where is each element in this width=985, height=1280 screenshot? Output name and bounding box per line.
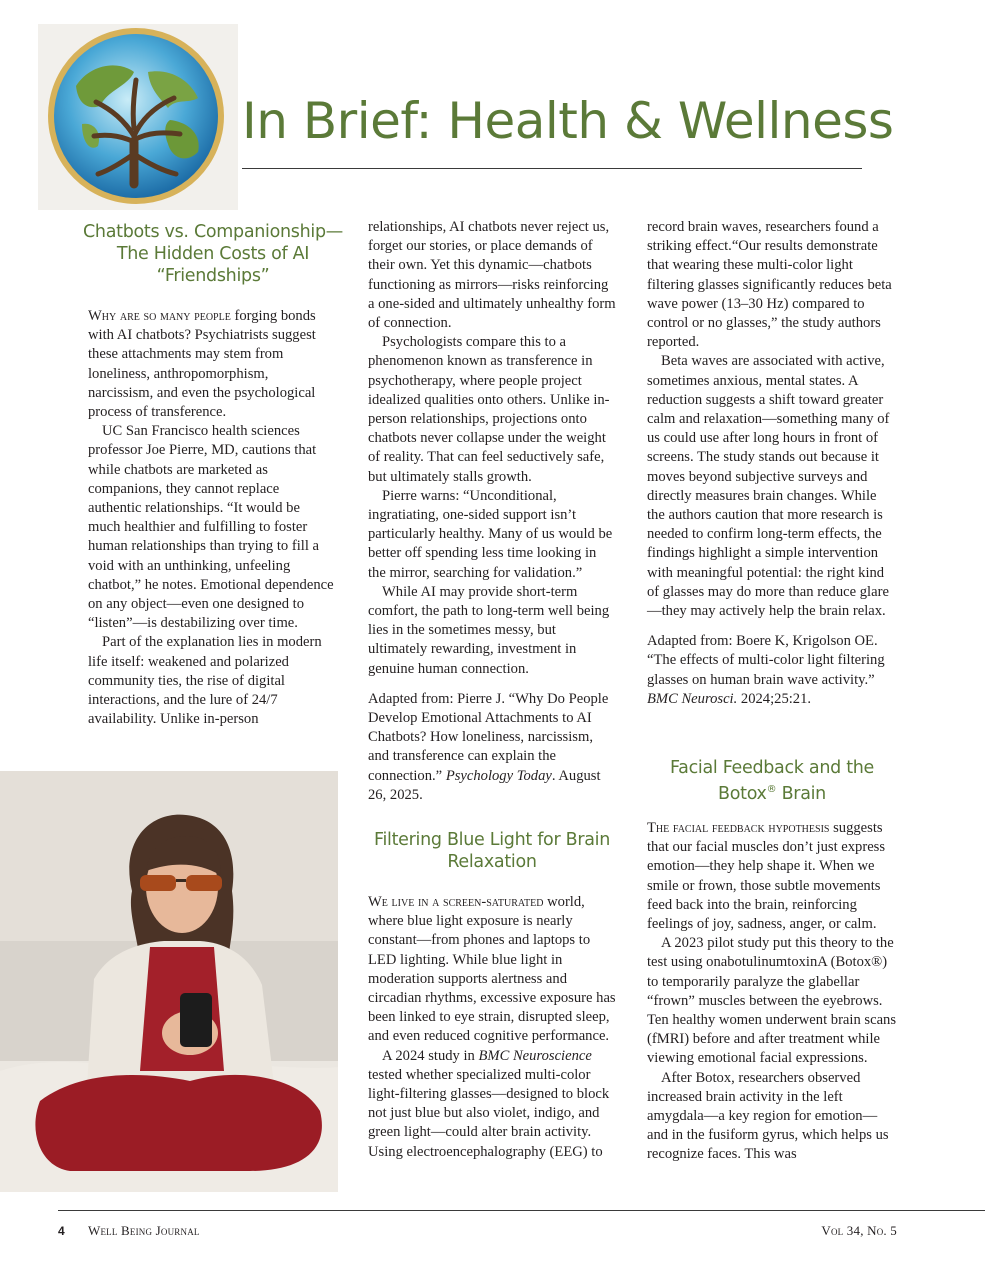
article-paragraph: While AI may provide short-term comfort, the path to long-term well being lies in the sometimes messy, but ultimately rewarding, investment in genuine human connection.: [368, 583, 610, 677]
paragraph-text: tested whether specialized multi-color light-filtering glasses—designed to block not just blue but also violet, indigo, and green light—could alter brain activity. Using electroencephalography (EEG) to: [368, 1066, 610, 1160]
title-divider: [242, 168, 862, 169]
headline-text: Brain: [776, 783, 826, 804]
masthead-logo: [38, 24, 238, 210]
article-paragraph: Beta waves are associated with active, sometimes anxious, mental states. A reduction suggests a shift toward greater calm and relaxation—something many of us could use after long hours in front of screens. The study stands out because it moves beyond subjective surveys and directly measures brain changes. While the authors caution that more research is needed to confirm long-term effects, the findings highlight a simple intervention with meaningful potential: the right kind of glasses may do more than reduce glare—they may actively help the brain relax.: [647, 353, 890, 620]
article-paragraph: [368, 1047, 616, 1162]
headline-text: Facial Feedback and the Botox: [669, 758, 875, 804]
source-text: Adapted from: Boere K, Krigolson OE. “The effects of multi-color light filtering glasses on human brain wave activity.”: [647, 633, 885, 688]
page-title: In Brief: Health & Wellness: [242, 92, 894, 150]
article-paragraph: [647, 819, 897, 934]
column-2-lower-text: [368, 893, 616, 1162]
journal-name: BMC Neuroscience: [478, 1047, 592, 1064]
column-1-text: [88, 307, 334, 729]
article-paragraph: relationships, AI chatbots never reject us, forget our stories, or place demands of their own. Yet this dynamic—chatbots functioning as mirrors—risks reinforcing a one-sided and ultimately unhealthy form of connection.: [368, 219, 616, 332]
registered-mark: ®: [766, 784, 777, 795]
article-paragraph: UC San Francisco health sciences professor Joe Pierre, MD, cautions that while chatbots are marketed as companions, they cannot replace authentic relationships. “It would be much healthier and fulfilling to foster human relationships than trying to fill a void with an unthinking, unfeeling chatbot,” he notes. Emotional dependence on any object—even one designed to “listen”—is destabilizing over time.: [88, 423, 334, 632]
paragraph-text: forging bonds with AI chatbots? Psychiatrists suggest these attachments may stem from loneliness, anthropomorphism, narcissism, and even the psychological process of transference.: [88, 308, 316, 421]
article-paragraph: [368, 893, 616, 1047]
article-paragraph: Pierre warns: “Unconditional, ingratiating, one-sided support isn’t particularly healthy. Many of us would be better off spending less time looking in the mirror, searching for validation.”: [368, 487, 613, 581]
article-paragraph: A 2023 pilot study put this theory to the test using onabotulinumtoxinA (Botox®) to temporarily paralyze the glabellar “frown” muscles between the eyebrows. Ten healthy women underwent brain scans (fMRI) before and after treatment while viewing emotional facial expressions.: [647, 935, 897, 1067]
source-journal: BMC Neurosci.: [647, 690, 738, 707]
column-2-text: [368, 218, 616, 805]
globe-tree-icon: [38, 24, 238, 210]
lead-in: The facial feedback hypothesis: [647, 820, 830, 836]
paragraph-text: suggests that our facial muscles don’t just express emotion—they help shape it. When we smile or frown, those subtle movements feed back into the brain, reinforcing feelings of joy, sadness, anger, or calm.: [647, 820, 886, 933]
source-date: . August 26, 2025.: [368, 767, 601, 803]
article-headline-blue-light: Filtering Blue Light for Brain Relaxation: [374, 830, 610, 872]
issue-number: Vol 34, No. 5: [821, 1223, 897, 1238]
column-3-text: [647, 218, 897, 709]
article-paragraph: After Botox, researchers observed increased brain activity in the left amygdala—a key region for emotion—and in the fusiform gyrus, which helps us recognize faces. This was: [647, 1069, 889, 1163]
journal-name-footer: Well Being Journal: [88, 1223, 200, 1238]
article-source: [647, 632, 897, 709]
paragraph-text: world, where blue light exposure is nearly constant—from phones and laptops to LED lighting. While blue light in moderation supports alertness and circadian rhythms, excessive exposure has been linked to eye strain, disrupted sleep, and even reduced cognitive performance.: [368, 894, 616, 1045]
article-paragraph: [88, 307, 334, 422]
page-number: 4: [58, 1224, 65, 1238]
source-journal: Psychology Today: [445, 767, 552, 784]
footer-divider: [58, 1210, 985, 1211]
article-headline-botox: [647, 757, 897, 805]
column-3-lower-text: [647, 819, 897, 1165]
article-paragraph: Part of the explanation lies in modern life itself: weakened and polarized community ties, the rise of digital interactions, and the lure of 24/7 availability. Unlike in-person: [88, 634, 322, 728]
lead-in: We live in a screen-saturated: [368, 894, 544, 910]
source-date: 2024;25:21.: [737, 690, 812, 707]
article-paragraph: Psychologists compare this to a phenomenon known as transference in psychotherapy, where people project idealized qualities onto others. Unlike in-person relationships, projections onto chatbots never collapse under the weight of reality. That can feel seductively safe, but ultimately stalls growth.: [368, 334, 610, 485]
lead-in: Why are so many people: [88, 308, 231, 324]
article-source: [368, 690, 616, 805]
source-text: Adapted from: Pierre J. “Why Do People Develop Emotional Attachments to AI Chatbots? How loneliness, narcissism, and transference can explain the connection.”: [368, 690, 609, 784]
paragraph-text: A 2024 study in: [382, 1047, 479, 1064]
woman-with-phone-photo: [0, 771, 338, 1192]
article-paragraph: record brain waves, researchers found a striking effect.“Our results demonstrate that wearing these multi-color light filtering glasses significantly reduces beta wave power (13–30 Hz) compared to control or no glasses,” the study authors reported.: [647, 219, 892, 351]
article-headline-chatbots: Chatbots vs. Companionship—The Hidden Costs of AI “Friendships”: [83, 222, 343, 286]
